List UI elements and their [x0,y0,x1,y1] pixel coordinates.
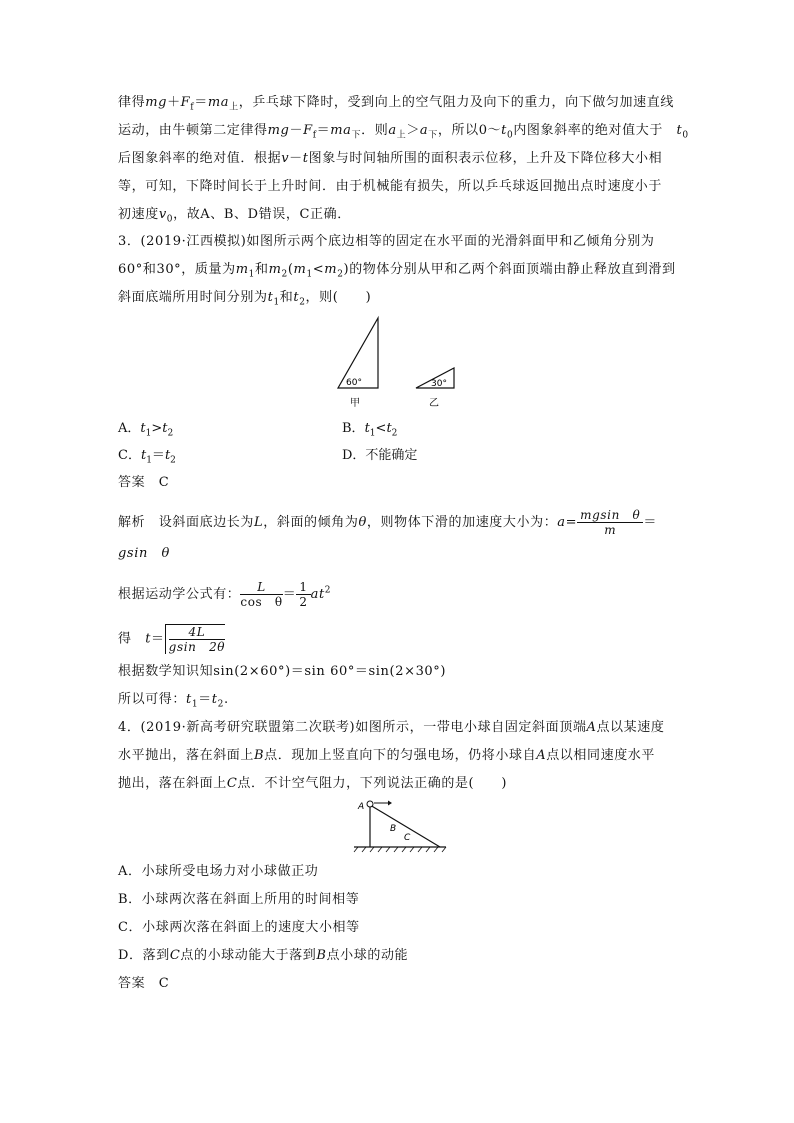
text: gsin θ [118,546,170,561]
formula: mg [145,95,168,110]
q4-option-c: C．小球两次落在斜面上的速度大小相等 [118,920,360,935]
text: 点以相同速度水平 [546,748,655,763]
para1-line3: 后图象斜率的绝对值．根据v－t图象与时间轴所围的面积表示位移，上升及下降位移大小相 [118,151,663,166]
text: 点小球的动能 [326,948,409,963]
label-jia: 甲 [350,398,360,409]
q3-line1: 3．(2019·江西模拟)如图所示两个底边相等的固定在水平面的光滑斜面甲和乙倾角分别为 [118,234,655,249]
q4-option-d: D．落到C点的小球动能大于落到B点小球的动能 [118,948,409,963]
q4-line3: 抛出，落在斜面上C点．不计空气阻力，下列说法正确的是( ) [118,776,508,791]
text: B． [342,421,365,436]
text: 点．不计空气阻力，下列说法正确的是( ) [237,776,508,791]
text: 点以某速度 [596,720,665,735]
q3-line2: 60°和30°，质量为$m_1$和$m_2(m_1<m_2)$的物体分别从甲和乙两个斜面顶端由静止释放直到滑到 [118,262,676,280]
text: ，所以0～ [437,123,502,138]
q4-line1: 4．(2019·新高考研究联盟第二次联考)如图所示，一带电小球自固定斜面顶端A点以某速度 [118,720,665,735]
text: 根据运动学公式有： [118,587,241,602]
q3-root: 得 t＝ $\frac{4L}{gsin 2\theta}$ [118,625,226,654]
text: 初速度 [118,207,159,222]
para1-line1: 律得$mg+F_f=ma_上$，乒乓球下降时，受到向上的空气阻力及向下的重力，向下做匀加速直线 [118,95,674,113]
q3-line3: 斜面底端所用时间分别为$t_1$和$t_2$，则( ) [118,290,372,308]
text: ，则( ) [305,290,372,305]
q4-line2: 水平抛出，落在斜面上B点．现加上竖直向下的匀强电场，仍将小球自A点以相同速度水平 [118,748,655,763]
text: D．落到 [118,948,170,963]
incline-ball-figure [350,796,450,856]
point-c-label: C [404,833,411,843]
q4-answer: 答案 C [118,976,170,991]
ball-icon [367,801,373,807]
para1-line4: 等，可知，下降时间长于上升时间．由于机械能有损失，所以乒乓球返回抛出点时速度小于 [118,179,663,194]
text: 律得 [118,95,146,110]
q3-option-a: A．$t_1>t_2$ [118,421,174,439]
text: 运动，由牛顿第二定律得 [118,123,268,138]
para1-line5: 初速度$v_0$，故A、B、D错误，C正确． [118,207,351,225]
para1-line2: 运动，由牛顿第二定律得$mg-F_f=ma_下$．则$a_上>a_下$，所以$0\sim t_0$内图象斜率的绝对值大于 $t_0$ [118,123,689,141]
point-b-label: B [390,824,397,834]
ground-hatch [354,847,446,852]
text: 得 [118,631,132,647]
q3-kinematics: 根据运动学公式有： $\frac{L}{\text{cos θ}}$ ＝ $\frac{1}{2}$ $at^2$ [118,580,332,609]
q3-option-c: C．$t_1=t_2$ [118,448,176,466]
text: C． [118,448,141,463]
text: 解析 设斜面底边长为 [118,515,255,530]
fraction: $\frac{1}{2}$ [296,580,310,609]
q3-option-b: B．$t_1<t_2$ [342,421,398,439]
text: 和 [254,262,269,277]
text: 图象与时间轴所围的面积表示位移，上升及下降位移大小相 [308,151,663,166]
text: ．则 [361,123,389,138]
text: 所以可得： [118,692,187,707]
text: A． [118,421,141,436]
text: 抛出，落在斜面上 [118,776,227,791]
point-a-label: A [358,802,365,812]
text: ，乒乓球下降时，受到向上的空气阻力及向下的重力，向下做匀加速直线 [238,95,674,110]
inclines-figure [330,312,460,412]
text: 的物体分别从甲和乙两个斜面顶端由静止释放直到滑到 [349,262,676,277]
sqrt: $\frac{4L}{gsin 2\theta}$ [165,624,225,654]
q3-gsin [118,544,170,564]
text: 60°和30°，质量为 [118,262,236,277]
angle-30-label: 30° [431,379,447,389]
text: ，故A、B、D错误，C正确． [173,207,351,222]
q4-option-b: B．小球两次落在斜面上所用的时间相等 [118,892,360,907]
q3-conclusion: 所以可得：$t_1=t_2$. [118,692,229,710]
q3-option-d: D．不能确定 [342,448,418,463]
q4-option-a: A．小球所受电场力对小球做正功 [118,864,319,879]
angle-60-label: 60° [346,378,362,388]
text: 和 [279,290,294,305]
text: 点的小球动能大于落到 [180,948,317,963]
text: 内图象斜率的绝对值大于 [513,123,663,138]
text: 4．(2019·新高考研究联盟第二次联考)如图所示，一带电小球自固定斜面顶端 [118,720,587,735]
text: ，则物体下滑的加速度大小为： [366,515,558,530]
arrow-head-icon [388,801,392,806]
text: 点．现加上竖直向下的匀强电场，仍将小球自 [264,748,537,763]
text: 斜面底端所用时间分别为 [118,290,268,305]
q3-analysis: 解析 设斜面底边长为L，斜面的倾角为θ，则物体下滑的加速度大小为：a= $\frac{\text{mgsin θ}}{m}$ ＝ [118,508,657,537]
fraction: $\frac{\text{mgsin θ}}{m}$ [577,508,643,537]
text: 后图象斜率的绝对值．根据 [118,151,282,166]
q3-answer: 答案 C [118,475,170,490]
q3-math-note: 根据数学知识知sin(2×60°)＝sin 60°＝sin(2×30°) [118,664,447,679]
fraction: $\frac{L}{\text{cos θ}}$ [240,580,283,609]
label-yi: 乙 [429,398,439,409]
text: ，斜面的倾角为 [263,515,359,530]
text: 水平抛出，落在斜面上 [118,748,255,763]
